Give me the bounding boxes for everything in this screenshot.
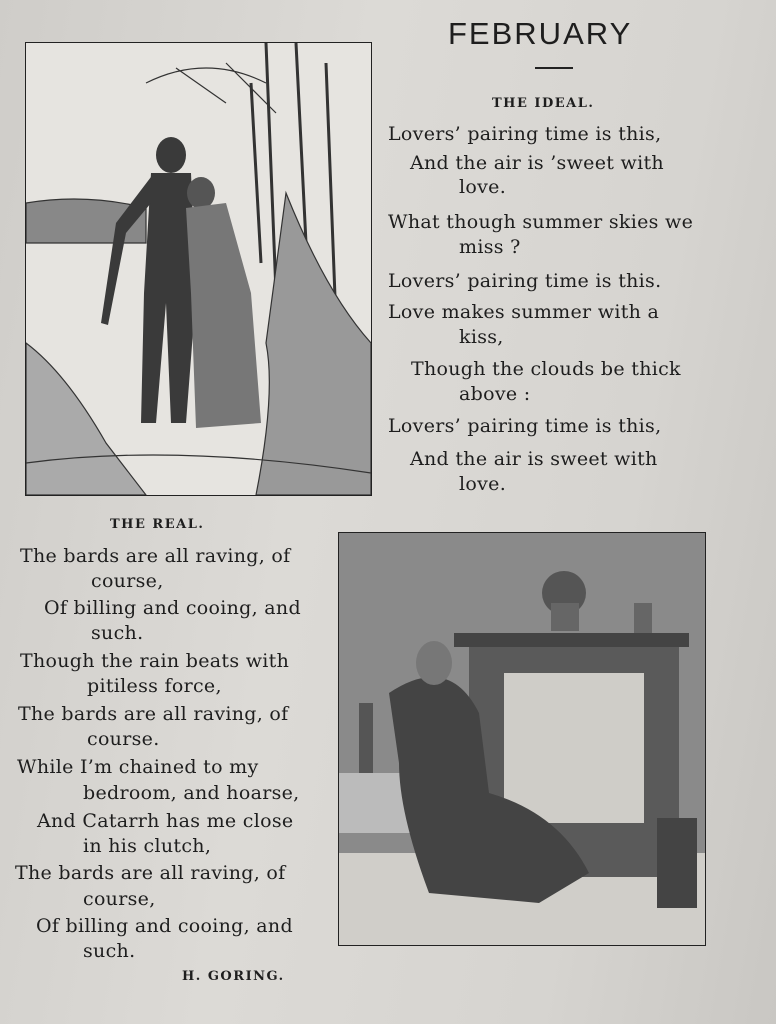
ideal-line: Love makes summer with a [388,301,660,323]
ideal-line: Though the clouds be thick [411,358,681,380]
ideal-line: love. [459,473,507,495]
real-heading: THE REAL. [110,517,205,532]
illustration-fireplace [338,532,706,946]
page-title: FEBRUARY [448,16,633,51]
real-line: course, [91,570,164,592]
real-line: course, [83,888,156,910]
real-line: course. [87,728,160,750]
real-line: Of billing and cooing, and [44,597,301,619]
real-line: in his clutch, [83,835,212,857]
ideal-line: And the air is sweet with [410,448,658,470]
ideal-line: Lovers’ pairing time is this, [388,123,662,145]
real-line: such. [91,622,144,644]
ideal-line: love. [459,176,507,198]
real-line: such. [83,940,136,962]
ideal-line: And the air is ’sweet with [410,152,664,174]
ideal-line: miss ? [459,236,521,258]
ideal-line: Lovers’ pairing time is this. [388,270,662,292]
author-name: H. GORING. [182,969,285,984]
real-line: While I’m chained to my [17,756,259,778]
real-line: And Catarrh has me close [37,810,294,832]
illustration-couple [25,42,372,496]
real-line: The bards are all raving, of [15,862,286,884]
ideal-line: kiss, [459,326,504,348]
real-line: bedroom, and hoarse, [83,782,300,804]
ideal-line: What though summer skies we [388,211,694,233]
title-divider [535,67,573,69]
real-line: The bards are all raving, of [20,545,291,567]
ideal-line: above : [459,383,531,405]
real-line: Of billing and cooing, and [36,915,293,937]
ideal-line: Lovers’ pairing time is this, [388,415,662,437]
ideal-heading: THE IDEAL. [492,96,595,111]
real-line: Though the rain beats with [20,650,290,672]
real-line: pitiless force, [87,675,222,697]
real-line: The bards are all raving, of [18,703,289,725]
